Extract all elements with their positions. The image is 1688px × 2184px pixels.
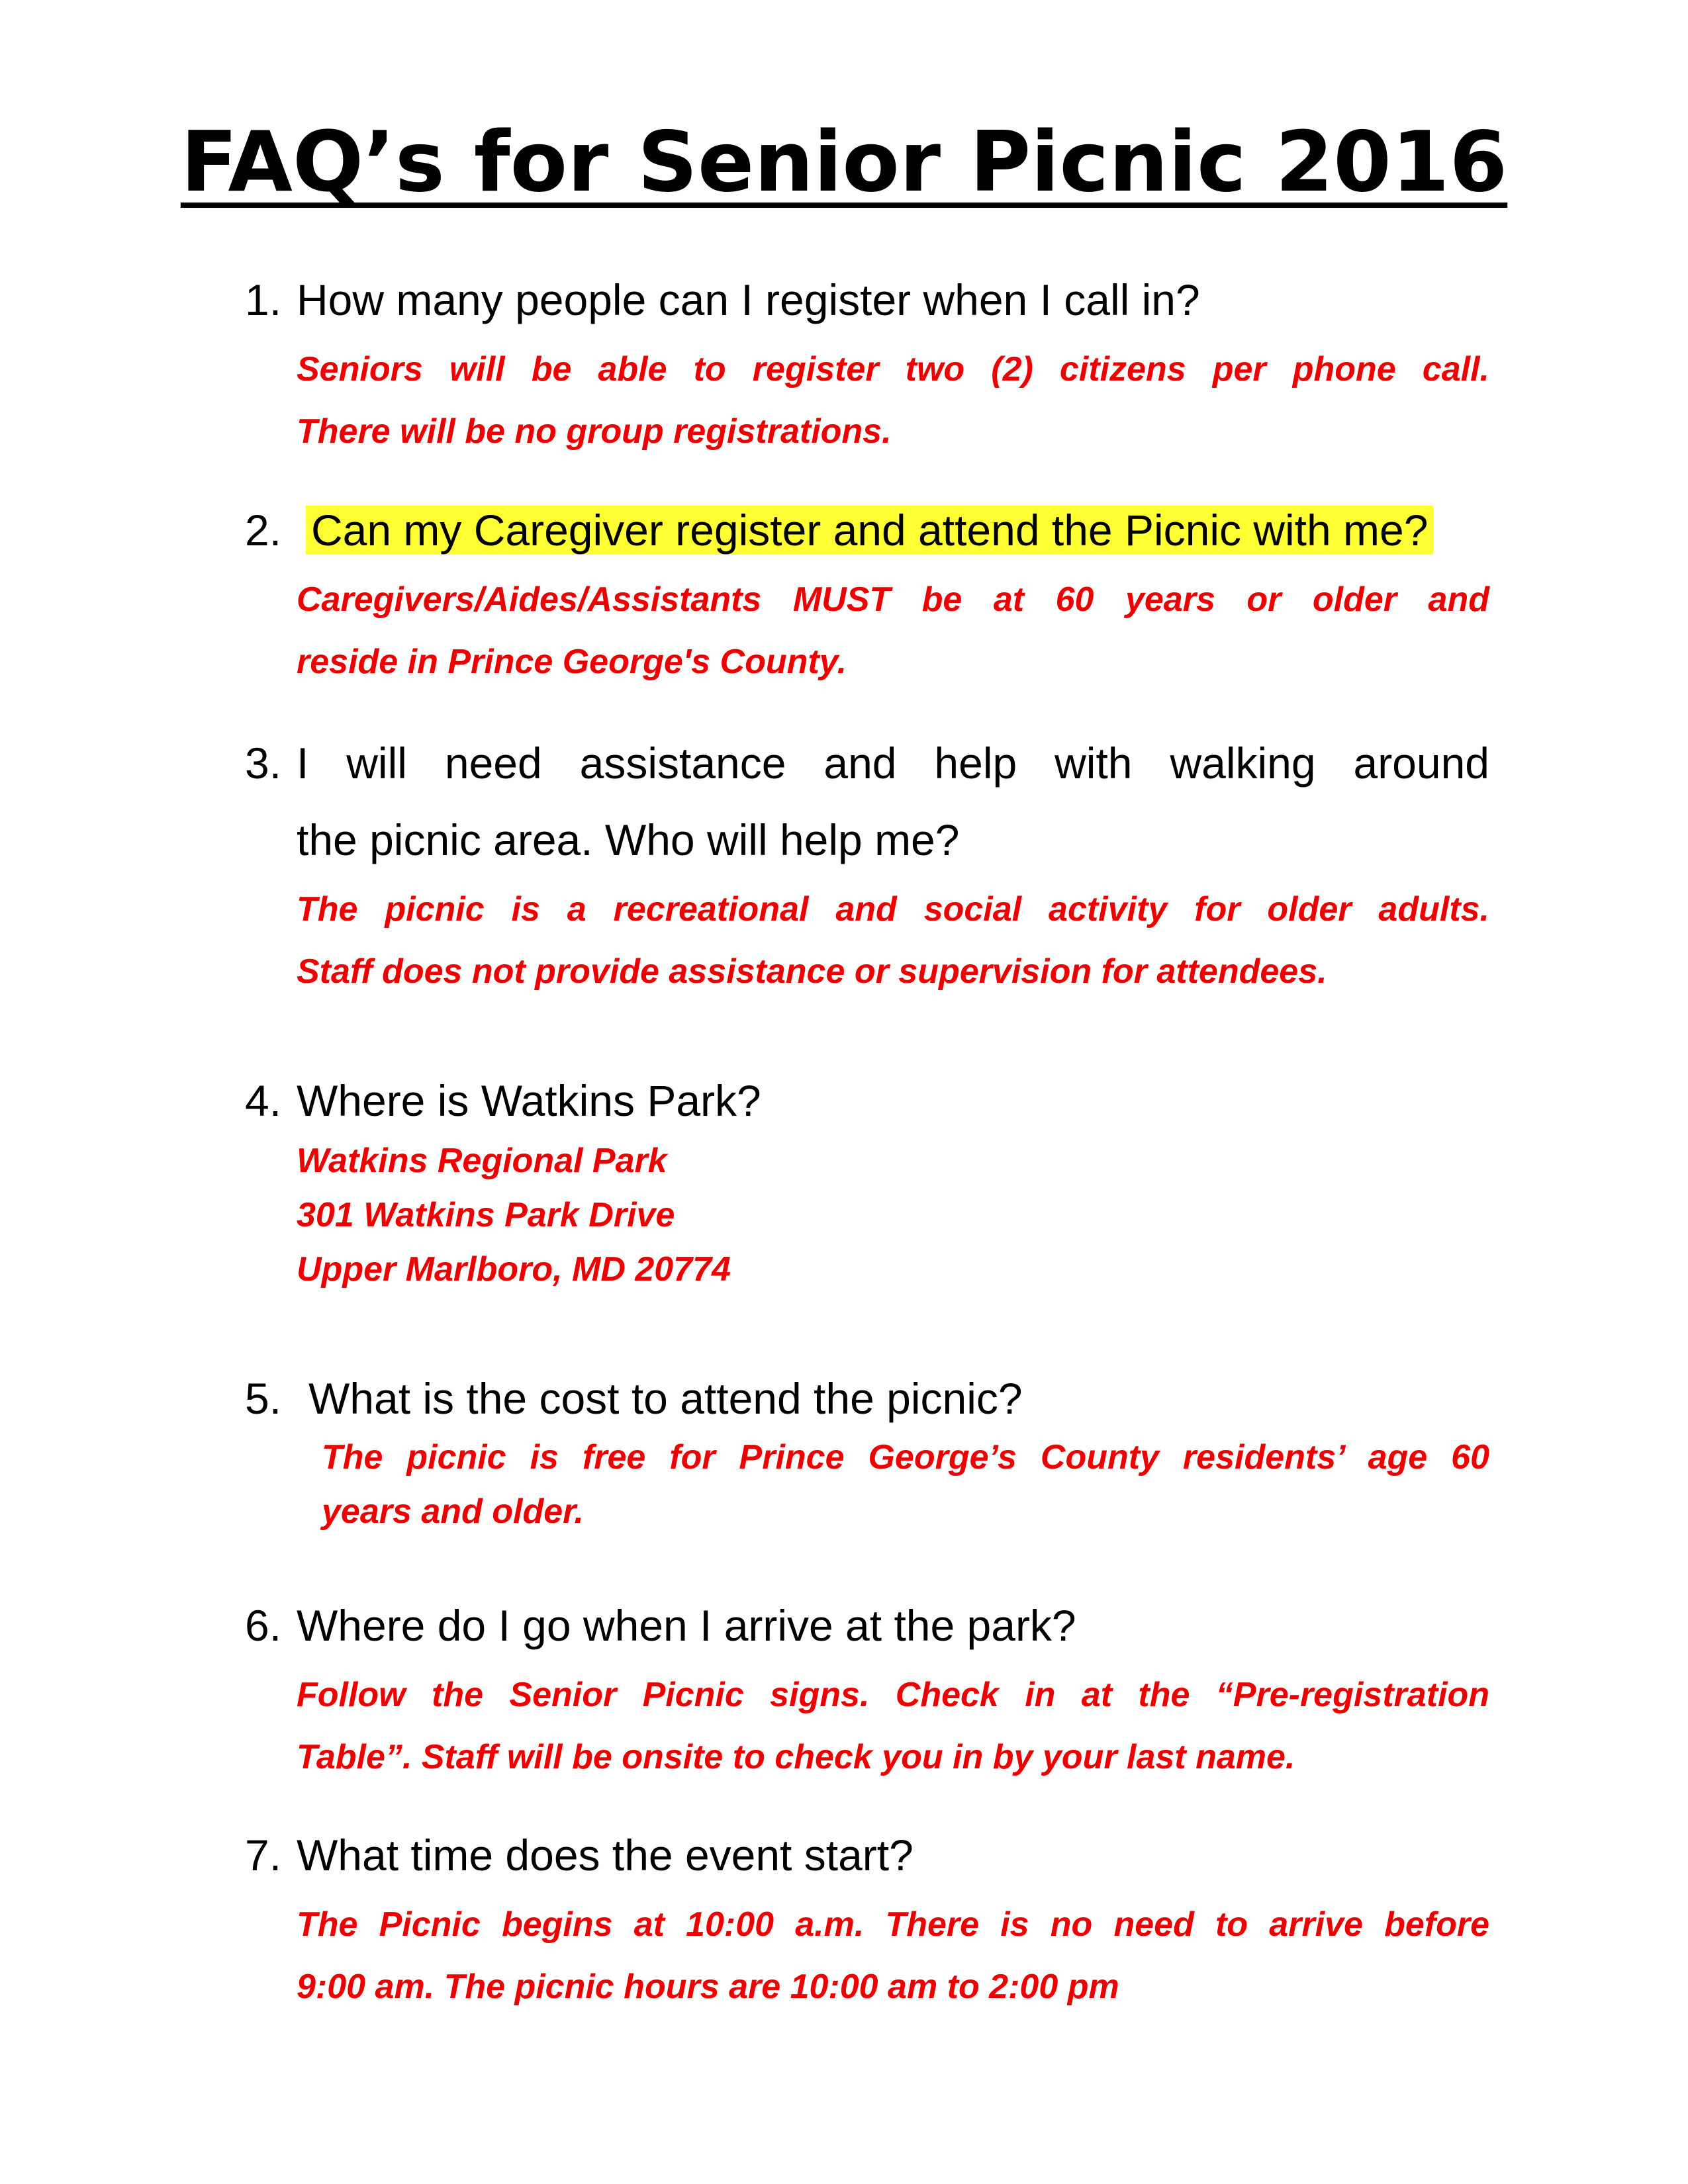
faq-item-6 — [245, 1587, 1489, 1788]
faq-question-text: Can my Caregiver register and attend the Picnic with me? — [306, 506, 1433, 555]
faq-question — [245, 261, 1489, 338]
faq-answer — [297, 878, 1489, 1003]
faq-answer-line: Staff does not provide assistance or supervision for attendees. — [297, 952, 1327, 991]
faq-number: 2. — [245, 506, 282, 555]
faq-item-2 — [245, 492, 1489, 693]
faq-answer — [297, 1134, 1489, 1297]
faq-question — [245, 1062, 1489, 1139]
faq-number: 4. — [245, 1076, 282, 1125]
faq-answer-line: Follow the Senior Picnic signs. Check in at the “Pre-registration — [297, 1676, 1489, 1714]
faq-question — [245, 1360, 1489, 1437]
faq-question-text: What time does the event start? — [297, 1831, 914, 1880]
faq-answer-line: Watkins Regional Park — [297, 1142, 667, 1180]
faq-answer-line: The picnic is free for Prince George’s County residents’ age 60 — [322, 1438, 1489, 1477]
faq-item-5 — [245, 1360, 1489, 1539]
faq-answer-line: 9:00 am. The picnic hours are 10:00 am to 2:00 pm — [297, 1968, 1119, 2006]
faq-answer — [322, 1430, 1489, 1539]
faq-item-3 — [245, 725, 1489, 1003]
faq-question-text: Where is Watkins Park? — [297, 1076, 761, 1125]
faq-answer — [297, 1664, 1489, 1788]
faq-question — [245, 1817, 1489, 1893]
faq-item-1 — [245, 261, 1489, 463]
faq-number: 5. — [245, 1374, 282, 1423]
faq-question — [245, 1587, 1489, 1664]
faq-question-text: Where do I go when I arrive at the park? — [297, 1601, 1076, 1650]
faq-answer-line: years and older. — [322, 1492, 584, 1531]
faq-item-4 — [245, 1062, 1489, 1297]
faq-question-text: What is the cost to attend the picnic? — [308, 1374, 1023, 1423]
faq-answer — [297, 569, 1489, 693]
faq-answer — [297, 1893, 1489, 2018]
document-title — [0, 109, 1688, 215]
faq-answer-line: The Picnic begins at 10:00 a.m. There is no need to arrive before — [297, 1905, 1489, 1944]
faq-question-line: I will need assistance and help with walking around — [297, 739, 1489, 788]
faq-answer-line: 301 Watkins Park Drive — [297, 1196, 675, 1234]
faq-answer-line: Table”. Staff will be onsite to check you in by your last name. — [297, 1738, 1295, 1776]
faq-number: 7. — [245, 1831, 282, 1880]
faq-answer-line: There will be no group registrations. — [297, 412, 892, 451]
faq-answer-line: Upper Marlboro, MD 20774 — [297, 1250, 731, 1289]
faq-answer — [297, 338, 1489, 463]
faq-answer-line: reside in Prince George's County. — [297, 643, 847, 681]
faq-answer-line: Seniors will be able to register two (2) citizens per phone call. — [297, 350, 1489, 388]
faq-question-line: the picnic area. Who will help me? — [297, 815, 960, 864]
document-title-text: FAQ’s for Senior Picnic 2016 — [180, 113, 1508, 210]
faq-item-7 — [245, 1817, 1489, 2018]
faq-question — [245, 725, 1489, 878]
faq-number: 1. — [245, 275, 282, 324]
faq-question-text: How many people can I register when I call in? — [297, 275, 1200, 324]
faq-answer-line: The picnic is a recreational and social activity for older adults. — [297, 890, 1489, 929]
faq-answer-line: Caregivers/Aides/Assistants MUST be at 60 years or older and — [297, 580, 1489, 619]
faq-question — [245, 492, 1489, 569]
faq-number: 6. — [245, 1601, 282, 1650]
faq-number: 3. — [245, 739, 282, 788]
